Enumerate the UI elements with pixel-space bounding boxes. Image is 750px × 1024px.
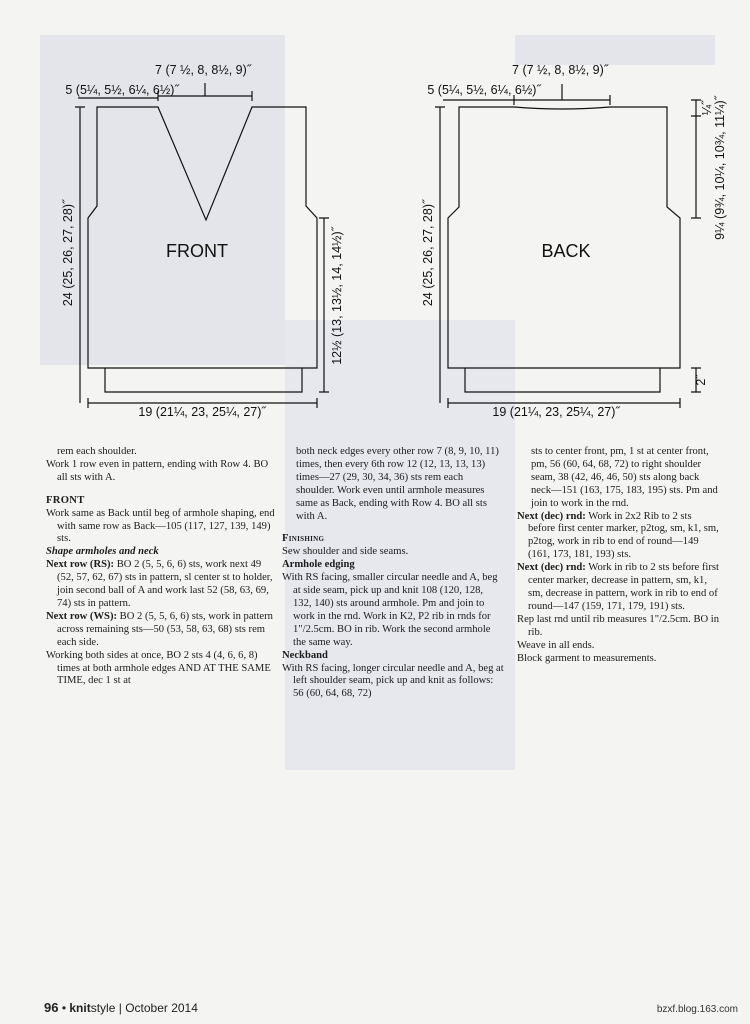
- next-dec-rnd-2-label: Next (dec) rnd:: [517, 562, 586, 574]
- next-row-rs-label: Next row (RS):: [46, 559, 115, 571]
- neckband-heading: Neckband: [282, 649, 328, 661]
- next-dec-rnd-1-label: Next (dec) rnd:: [517, 510, 586, 522]
- front-top-width: 7 (7 ½, 8, 8½, 9)˝: [155, 63, 251, 77]
- column-1: [46, 446, 278, 688]
- schematics: [0, 0, 750, 430]
- back-shoulder-width: 5 (5¼, 5½, 6¼, 6½)˝: [427, 83, 541, 97]
- next-row-ws-label: Next row (WS):: [46, 610, 118, 622]
- next-row-ws: [46, 611, 278, 650]
- next-dec-rnd-2-text: Work in rib to 2 sts before first center marker, decrease in pattern, sm, k1, sm, decrease in pattern, work in rib to end of round—147 (159, 171, 179, 191) sts.: [528, 562, 719, 612]
- magazine-name-rest: style: [90, 1001, 116, 1015]
- next-dec-rnd-2: [517, 562, 720, 614]
- col1-p1: rem each shoulder.: [57, 446, 137, 457]
- col3-p1: sts to center front, pm, 1 st at center front, pm, 56 (60, 64, 68, 72) to right shoulder seam, 38 (42, 46, 46, 50) sts along back neck—151 (163, 175, 183, 195) sts. Pm and join to work in the rnd.: [531, 446, 718, 509]
- col3-p4: Block garment to measurements.: [517, 652, 657, 664]
- col2-p3: With RS facing, smaller circular needle and A, beg at side seam, pick up and knit 108 (120, 128, 132, 140) sts around armhole. Pm and join to work in the rnd. Work in K2, P2 rib in rnds for 1"/2.5cm. BO in rib. Work the second armhole the same way.: [282, 572, 498, 648]
- col1-p4: Working both sides at once, BO 2 sts 4 (4, 6, 6, 8) times at both armhole edges AND AT THE SAME TIME, dec 1 st at: [46, 649, 271, 687]
- col2-p2: Sew shoulder and side seams.: [282, 546, 409, 558]
- back-armhole-depth: 9¼ (9¾, 10¼, 10¾, 11¼)˝: [713, 96, 727, 240]
- col2-p1: both neck edges every other row 7 (8, 9, 10, 11) times, then every 6th row 12 (12, 13, 13, 13) times—27 (29, 30, 34, 36) sts rem each shoulder. Work even until armhole measures same as Back, ending with Row 4. BO all sts with A.: [296, 446, 499, 522]
- watermark: bzxf.blog.163.com: [656, 1004, 738, 1015]
- footer-bullet-icon: •: [61, 1001, 70, 1015]
- next-row-rs: [46, 559, 278, 611]
- page-number: 96: [44, 1000, 59, 1015]
- back-top-width: 7 (7 ½, 8, 8½, 9)˝: [512, 63, 608, 77]
- column-3: [517, 446, 720, 665]
- back-neck-depth: ¼˝: [700, 100, 714, 116]
- page-footer: [44, 1000, 198, 1015]
- back-rib-depth: 2˝: [694, 374, 708, 386]
- front-shoulder-width: 5 (5¼, 5½, 6¼, 6½)˝: [65, 83, 179, 97]
- col3-p2: Rep last rnd until rib measures 1"/2.5cm. BO in rib.: [517, 613, 720, 638]
- front-heading: FRONT: [46, 494, 85, 506]
- front-armhole-to-bottom: 12½ (13, 13½, 14, 14½)˝: [330, 227, 344, 365]
- front-bottom-width: 19 (21¼, 23, 25¼, 27)˝: [138, 405, 266, 419]
- back-title: BACK: [541, 241, 591, 261]
- back-dim-armhole: [691, 116, 701, 218]
- col2-p4: With RS facing, longer circular needle and A, beg at left shoulder seam, pick up and knit as follows: 56 (60, 64, 68, 72): [282, 662, 504, 700]
- back-length: 24 (25, 26, 27, 28)˝: [421, 199, 435, 307]
- shape-armholes-heading: Shape armholes and neck: [46, 546, 159, 558]
- finishing-heading: Finishing: [282, 533, 325, 545]
- next-dec-rnd-1: [517, 511, 720, 563]
- front-dim-armhole: [319, 218, 329, 392]
- column-2: [282, 446, 504, 701]
- armhole-edging-heading: Armhole edging: [282, 559, 355, 571]
- front-length: 24 (25, 26, 27, 28)˝: [61, 199, 75, 307]
- col1-p2: Work 1 row even in pattern, ending with Row 4. BO all sts with A.: [46, 458, 269, 483]
- issue-date: October 2014: [125, 1001, 198, 1015]
- col1-p3: Work same as Back until beg of armhole shaping, end with same row as Back—105 (117, 127, 139, 149) sts.: [46, 507, 275, 545]
- front-title: FRONT: [166, 241, 228, 261]
- next-dec-rnd-1-text: Work in 2x2 Rib to 2 sts before first center marker, p2tog, sm, k1, sm, p2tog, work in rib to end of round—149 (161, 173, 181, 193) sts.: [528, 510, 719, 561]
- magazine-name-bold: knit: [69, 1001, 91, 1015]
- back-bottom-width: 19 (21¼, 23, 25¼, 27)˝: [492, 405, 620, 419]
- next-row-ws-text: BO 2 (5, 5, 6, 6) sts, work in pattern across remaining sts—50 (53, 58, 63, 68) sts rem each side.: [57, 610, 273, 648]
- next-row-rs-text: BO 2 (5, 5, 6, 6) sts, work next 49 (52, 57, 62, 67) sts in pattern, sl center st to holder, join second ball of A and work last 52 (58, 63, 69, 74) sts in pattern.: [57, 559, 273, 609]
- footer-divider: |: [118, 1001, 126, 1015]
- back-dim-length: [435, 107, 445, 403]
- col3-p3: Weave in all ends.: [517, 639, 595, 651]
- front-dim-length: [75, 107, 85, 403]
